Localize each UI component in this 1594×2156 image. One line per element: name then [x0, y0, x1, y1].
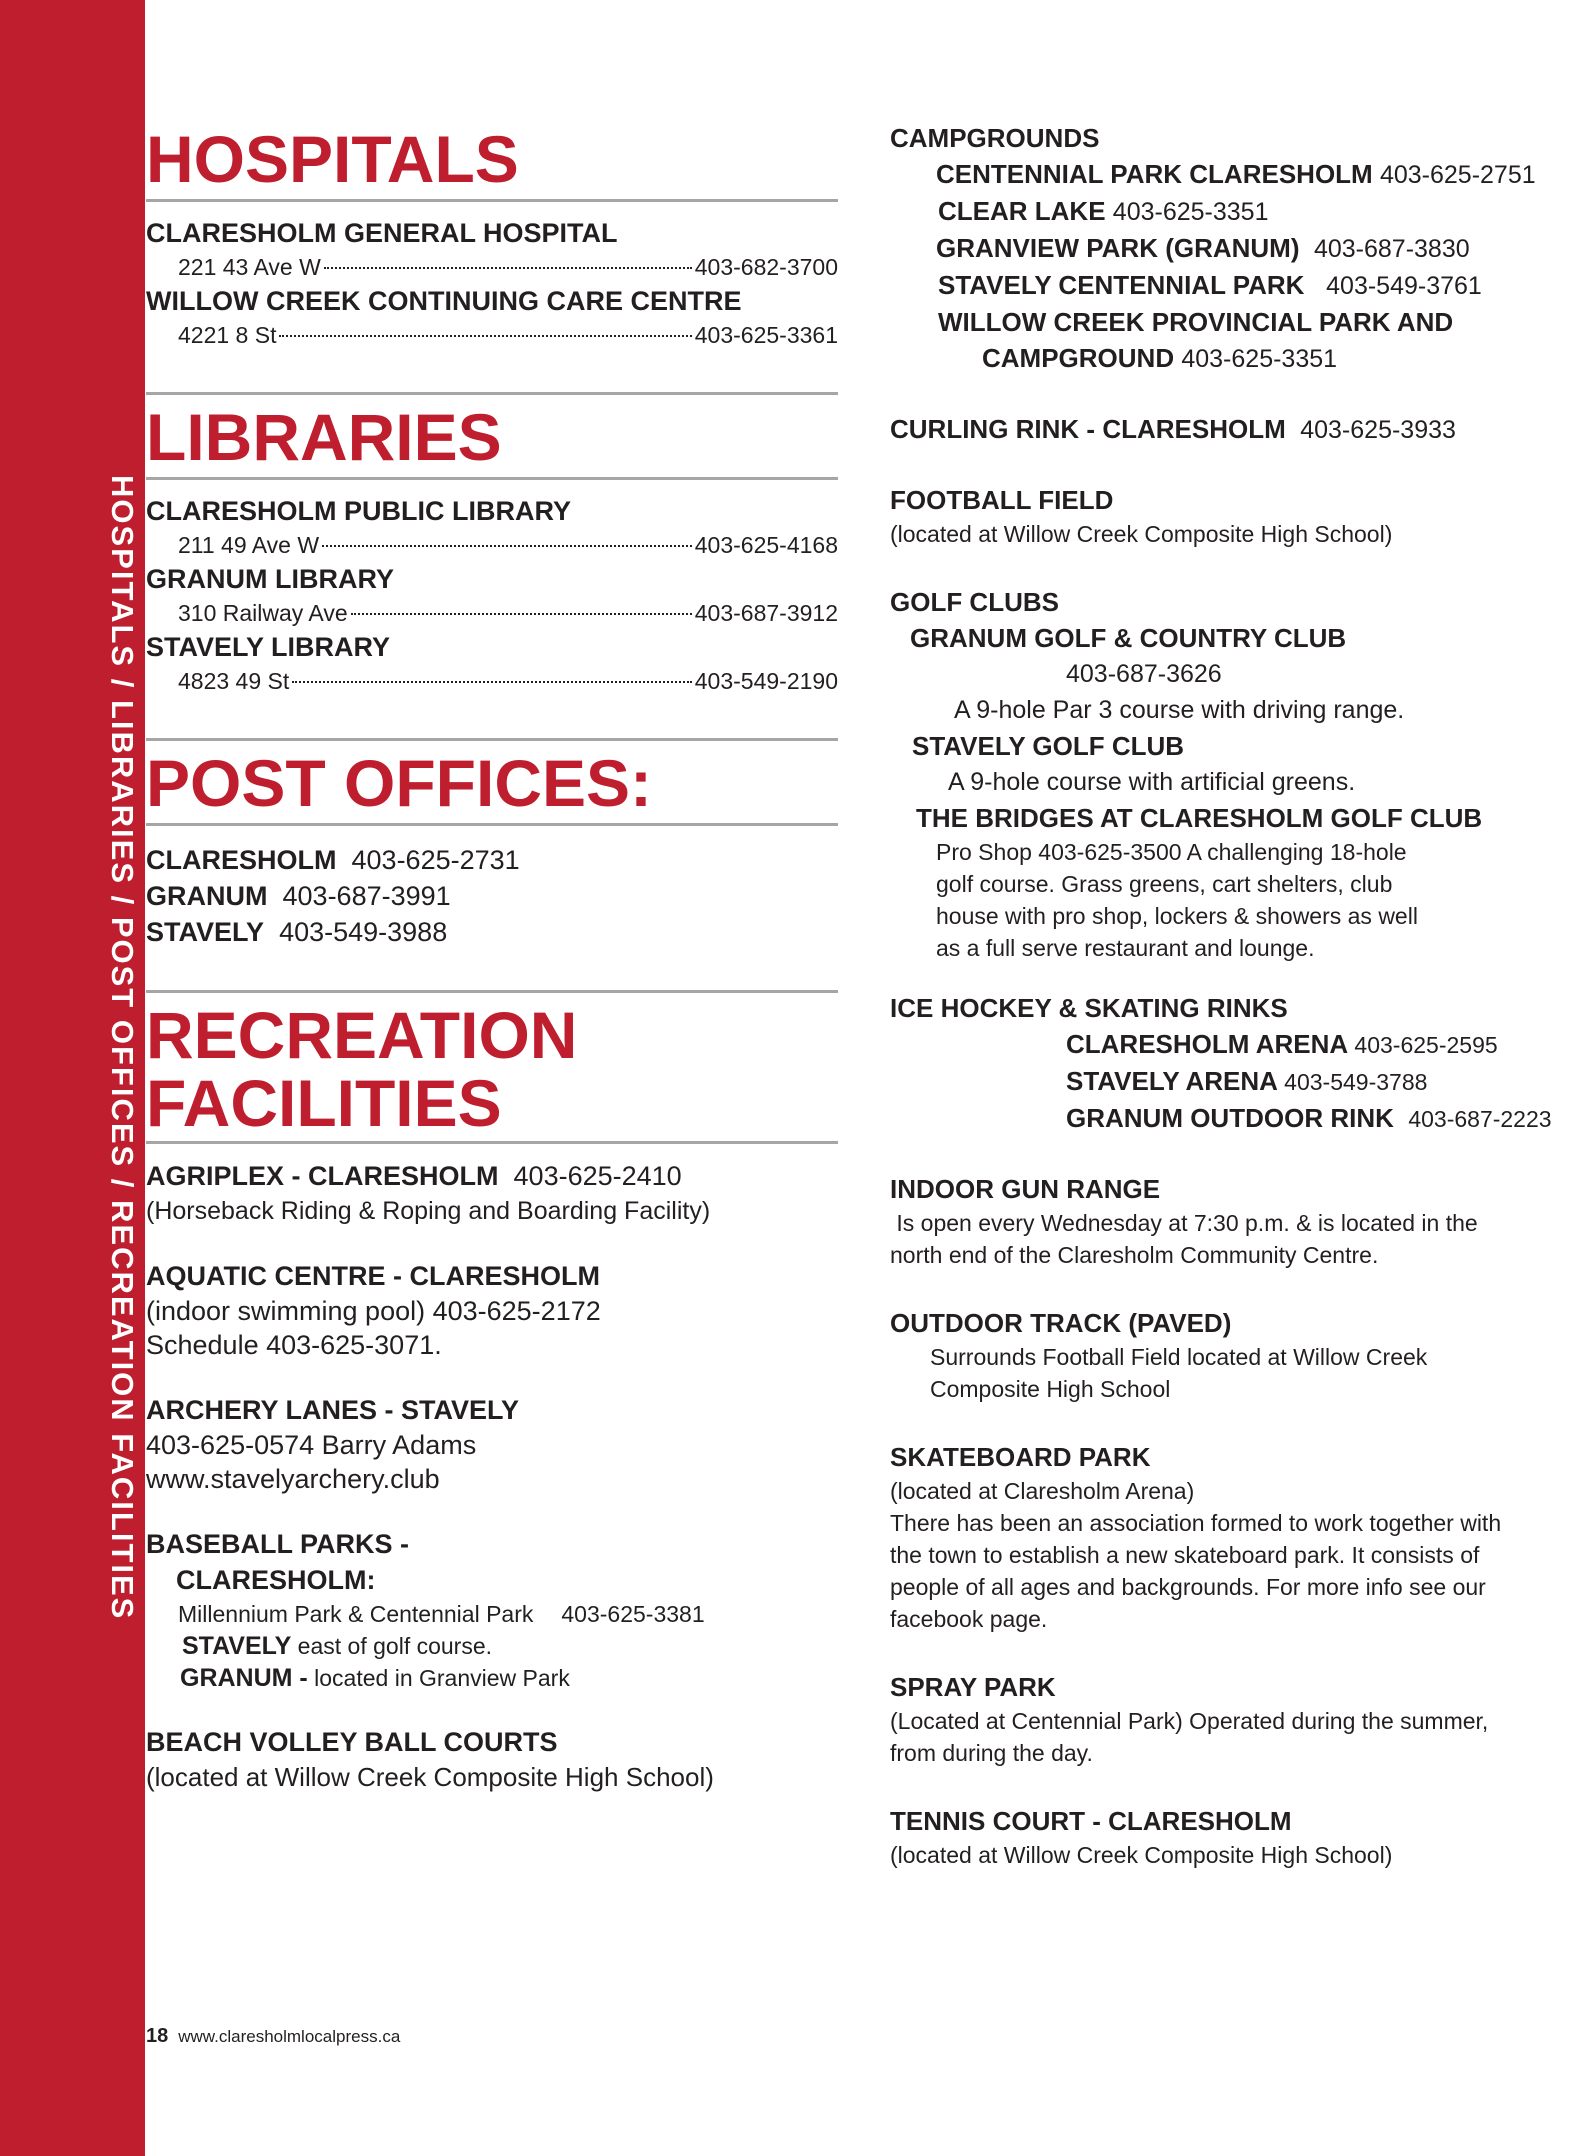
entry-heading: OUTDOOR TRACK (PAVED) — [890, 1308, 1232, 1338]
entry-heading: GOLF CLUBS — [890, 587, 1059, 617]
entry-text: people of all ages and backgrounds. For more info see our — [890, 1574, 1486, 1600]
hospital-name: CLARESHOLM GENERAL HOSPITAL — [146, 218, 618, 248]
library-name: GRANUM LIBRARY — [146, 564, 394, 594]
section-divider — [146, 392, 838, 395]
entry-heading: BEACH VOLLEY BALL COURTS — [146, 1727, 558, 1757]
entry-heading — [146, 1158, 838, 1194]
hospital-address-row — [146, 250, 838, 284]
campgrounds-entry — [890, 120, 1590, 377]
rink-name: STAVELY ARENA — [1066, 1066, 1277, 1096]
golf-entry — [890, 584, 1590, 964]
section-divider — [146, 738, 838, 741]
phone: 403-625-4168 — [694, 532, 838, 558]
outdoor-track-entry — [890, 1305, 1590, 1405]
entry-heading: ICE HOCKEY & SKATING RINKS — [890, 993, 1288, 1023]
golf-club-description: A 9-hole Par 3 course with driving range. — [954, 696, 1405, 724]
entry-heading: BASEBALL PARKS - — [146, 1529, 410, 1559]
campground-name: CLEAR LAKE — [938, 196, 1106, 226]
campground-row — [890, 156, 1590, 193]
entry-note: (Horseback Riding & Roping and Boarding Facility) — [146, 1197, 711, 1225]
location-text: east of golf course. — [291, 1633, 493, 1659]
right-column — [890, 123, 1590, 1871]
entry-title: AGRIPLEX - CLARESHOLM — [146, 1161, 499, 1191]
entry-heading: SPRAY PARK — [890, 1672, 1056, 1702]
park-names: Millennium Park & Centennial Park — [178, 1601, 534, 1627]
page-number: 18 — [146, 2025, 169, 2047]
golf-club-description — [890, 836, 1590, 964]
entry-text: Is open every Wednesday at 7:30 p.m. & is located in the — [890, 1210, 1478, 1236]
entry-text: north end of the Claresholm Community Centre. — [890, 1242, 1379, 1268]
phone: 403-625-2731 — [351, 845, 520, 875]
town-label: GRANUM - — [180, 1664, 308, 1692]
address: 4221 8 St — [178, 322, 277, 348]
entry-text — [146, 1662, 838, 1694]
recreation-heading — [146, 998, 838, 1140]
phone: 403-625-3351 — [1181, 345, 1338, 373]
post-offices-heading: POST OFFICES: — [146, 746, 653, 820]
rink-name: GRANUM OUTDOOR RINK — [1066, 1103, 1394, 1133]
website-link[interactable]: www.stavelyarchery.club — [146, 1464, 440, 1494]
library-address-row — [146, 528, 838, 562]
library-address-row — [146, 596, 838, 630]
golf-club-name: GRANUM GOLF & COUNTRY CLUB — [910, 623, 1347, 653]
entry-text: from during the day. — [890, 1740, 1093, 1766]
entry-text — [146, 1598, 838, 1630]
entry-heading: FOOTBALL FIELD — [890, 485, 1114, 515]
entry-text: (Located at Centennial Park) Operated during the summer, — [890, 1708, 1489, 1734]
town-label: STAVELY — [182, 1632, 292, 1660]
leader-dots — [292, 681, 692, 683]
entry-heading: INDOOR GUN RANGE — [890, 1174, 1161, 1204]
section-divider — [146, 477, 838, 480]
address: 221 43 Ave W — [178, 254, 321, 280]
campground-row — [890, 193, 1590, 230]
entry-text: Schedule 403-625-3071. — [146, 1330, 442, 1360]
address: 4823 49 St — [178, 668, 290, 694]
campground-name: CENTENNIAL PARK CLARESHOLM — [936, 159, 1373, 189]
phone: 403-687-3991 — [282, 881, 451, 911]
entry-subheading: CLARESHOLM: — [176, 1565, 376, 1595]
entry-title: CURLING RINK - CLARESHOLM — [890, 414, 1286, 444]
phone: 403-687-3912 — [694, 600, 838, 626]
section-divider — [146, 990, 838, 993]
campground-row: WILLOW CREEK PROVINCIAL PARK AND — [938, 307, 1454, 337]
hospitals-list — [146, 216, 838, 352]
phone: 403-625-2410 — [513, 1161, 682, 1191]
phone: 403-625-2751 — [1379, 161, 1536, 189]
leader-dots — [351, 613, 692, 615]
aquatic-entry — [146, 1258, 838, 1362]
footer-url[interactable]: www.claresholmlocalpress.ca — [178, 2027, 401, 2046]
entry-text — [146, 1630, 838, 1662]
phone: 403-625-3361 — [694, 322, 838, 348]
post-office-row — [146, 878, 838, 914]
phone: 403-625-3381 — [561, 1601, 705, 1627]
tennis-court-entry — [890, 1803, 1590, 1871]
description-line: house with pro shop, lockers & showers as well — [936, 903, 1418, 929]
campground-row — [890, 267, 1590, 304]
entry-note: (located at Willow Creek Composite High School) — [146, 1762, 714, 1792]
entry-text: Surrounds Football Field located at Willow Creek — [930, 1344, 1428, 1370]
rink-row — [890, 1026, 1590, 1063]
vertical-section-title: HOSPITALS / LIBRARIES / POST OFFICES / RECREATION FACILITIES — [105, 475, 140, 1621]
post-offices-list — [146, 842, 838, 950]
library-name: CLARESHOLM PUBLIC LIBRARY — [146, 496, 571, 526]
phone: 403-549-2190 — [694, 668, 838, 694]
post-office-name: STAVELY — [146, 917, 265, 947]
libraries-heading: LIBRARIES — [146, 400, 502, 474]
agriplex-entry — [146, 1158, 838, 1228]
entry-note: (located at Willow Creek Composite High School) — [890, 1842, 1393, 1868]
phone: 403-549-3761 — [1326, 272, 1482, 300]
phone: 403-549-3788 — [1284, 1069, 1428, 1095]
description-line: golf course. Grass greens, cart shelters, club — [936, 871, 1393, 897]
library-address-row — [146, 664, 838, 698]
entry-heading: ARCHERY LANES - STAVELY — [146, 1395, 520, 1425]
phone: 403-625-3351 — [1112, 198, 1269, 226]
phone: 403-682-3700 — [694, 254, 838, 280]
entry-text: There has been an association formed to work together with — [890, 1510, 1502, 1536]
entry-text: the town to establish a new skateboard park. It consists of — [890, 1542, 1480, 1568]
leader-dots — [322, 545, 692, 547]
library-name: STAVELY LIBRARY — [146, 632, 391, 662]
description-line: as a full serve restaurant and lounge. — [936, 935, 1315, 961]
left-column — [146, 122, 838, 1794]
archery-entry — [146, 1392, 838, 1496]
entry-text: 403-625-0574 Barry Adams — [146, 1430, 477, 1460]
skateboard-park-entry — [890, 1439, 1590, 1635]
phone: 403-625-2595 — [1354, 1032, 1498, 1058]
beach-volleyball-entry — [146, 1724, 838, 1794]
post-office-row — [146, 914, 838, 950]
hospital-address-row — [146, 318, 838, 352]
location-text: located in Granview Park — [307, 1665, 570, 1691]
section-divider — [146, 199, 838, 202]
phone: 403-687-3626 — [1066, 660, 1222, 688]
phone: 403-625-3933 — [1300, 416, 1456, 444]
golf-club-name: STAVELY GOLF CLUB — [912, 731, 1185, 761]
rink-row — [890, 1063, 1590, 1100]
leader-dots — [279, 335, 691, 337]
post-office-row — [146, 842, 838, 878]
entry-text: (located at Claresholm Arena) — [890, 1478, 1195, 1504]
hospital-name: WILLOW CREEK CONTINUING CARE CENTRE — [146, 286, 742, 316]
phone: 403-687-3830 — [1313, 235, 1470, 263]
ice-rinks-entry — [890, 990, 1590, 1137]
entry-heading — [890, 411, 1590, 448]
entry-text: (indoor swimming pool) 403-625-2172 — [146, 1296, 601, 1326]
baseball-entry — [146, 1526, 838, 1694]
hospitals-heading: HOSPITALS — [146, 122, 519, 196]
leader-dots — [324, 267, 692, 269]
campground-row — [890, 340, 1590, 377]
spray-park-entry — [890, 1669, 1590, 1769]
curling-entry — [890, 411, 1590, 448]
post-office-name: GRANUM — [146, 881, 268, 911]
golf-club-name: THE BRIDGES AT CLARESHOLM GOLF CLUB — [916, 803, 1483, 833]
football-entry — [890, 482, 1590, 550]
gun-range-entry — [890, 1171, 1590, 1271]
campground-row — [890, 230, 1590, 267]
libraries-list — [146, 494, 838, 698]
entry-text: facebook page. — [890, 1606, 1048, 1632]
rink-name: CLARESHOLM ARENA — [1066, 1029, 1348, 1059]
address: 310 Railway Ave — [178, 600, 348, 626]
section-divider — [146, 823, 838, 826]
recreation-heading-line2: FACILITIES — [146, 1066, 502, 1140]
campground-name: GRANVIEW PARK (GRANUM) — [936, 233, 1300, 263]
address: 211 49 Ave W — [178, 532, 320, 558]
phone: 403-687-2223 — [1408, 1106, 1552, 1132]
campground-name: CAMPGROUND — [982, 343, 1175, 373]
campground-name: STAVELY CENTENNIAL PARK — [938, 270, 1305, 300]
page-footer — [146, 2024, 400, 2049]
phone: 403-549-3988 — [279, 917, 448, 947]
rink-row — [890, 1100, 1590, 1137]
description-line: Pro Shop 403-625-3500 A challenging 18-hole — [936, 839, 1407, 865]
entry-heading: SKATEBOARD PARK — [890, 1442, 1151, 1472]
entry-note: (located at Willow Creek Composite High School) — [890, 521, 1393, 547]
post-office-name: CLARESHOLM — [146, 845, 337, 875]
entry-heading: CAMPGROUNDS — [890, 123, 1100, 153]
golf-club-description: A 9-hole course with artificial greens. — [948, 768, 1356, 796]
entry-text: Composite High School — [930, 1376, 1171, 1402]
section-divider — [146, 1141, 838, 1144]
entry-heading: AQUATIC CENTRE - CLARESHOLM — [146, 1261, 600, 1291]
recreation-heading-line1: RECREATION — [146, 998, 578, 1072]
entry-heading: TENNIS COURT - CLARESHOLM — [890, 1806, 1292, 1836]
